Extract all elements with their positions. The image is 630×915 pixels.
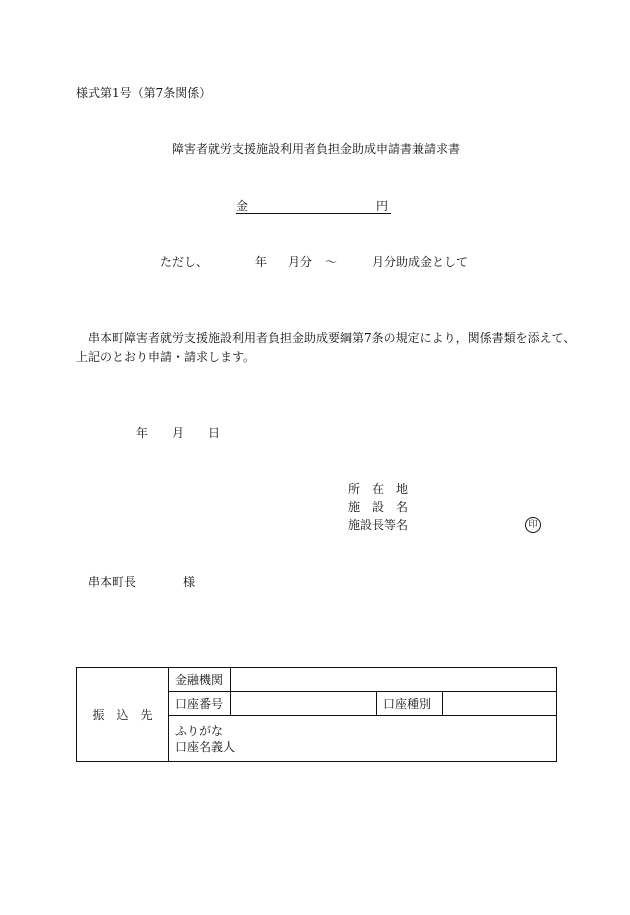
amount-suffix: 円 (376, 199, 389, 213)
address-label: 所 在 地 (348, 482, 409, 496)
date-month: 月 (172, 426, 185, 440)
account-type-label: 口座種別 (377, 692, 443, 716)
bank-transfer-header: 振 込 先 (77, 668, 169, 762)
form-number: 様式第1号（第7条関係） (76, 86, 212, 100)
amount-prefix: 金 (236, 199, 249, 213)
bank-transfer-table (76, 667, 557, 762)
seal-icon: 印 (525, 517, 541, 533)
proviso-tilde: ～ (325, 255, 338, 269)
body-text-line2: 上記のとおり申請・請求します。 (76, 350, 256, 364)
proviso-year: 年 (255, 255, 268, 269)
facility-name-label: 施 設 名 (348, 500, 409, 514)
proviso-month-from: 月分 (288, 255, 313, 269)
account-holder-label: 口座名義人 (175, 739, 236, 754)
furigana-label: ふりがな (175, 723, 224, 738)
account-number-label: 口座番号 (169, 692, 231, 716)
account-number-value[interactable] (231, 692, 377, 716)
account-type-value[interactable] (443, 692, 557, 716)
bank-institution-value[interactable] (231, 668, 557, 692)
facility-head-label: 施設長等名 (348, 518, 409, 532)
account-holder-cell[interactable] (169, 716, 557, 762)
body-text-line1: 串本町障害者就労支援施設利用者負担金助成要綱第7条の規定により，関係書類を添えて、 (88, 331, 576, 345)
proviso-lead: ただし、 (160, 255, 209, 269)
addressee-honorific: 様 (183, 575, 196, 589)
date-day: 日 (208, 426, 221, 440)
amount-line (236, 199, 391, 214)
page-title: 障害者就労支援施設利用者負担金助成申請書兼請求書 (172, 142, 461, 156)
addressee-name: 串本町長 (88, 575, 137, 589)
date-year: 年 (136, 426, 149, 440)
bank-institution-label: 金融機関 (169, 668, 231, 692)
proviso-month-to: 月分助成金として (372, 255, 469, 269)
